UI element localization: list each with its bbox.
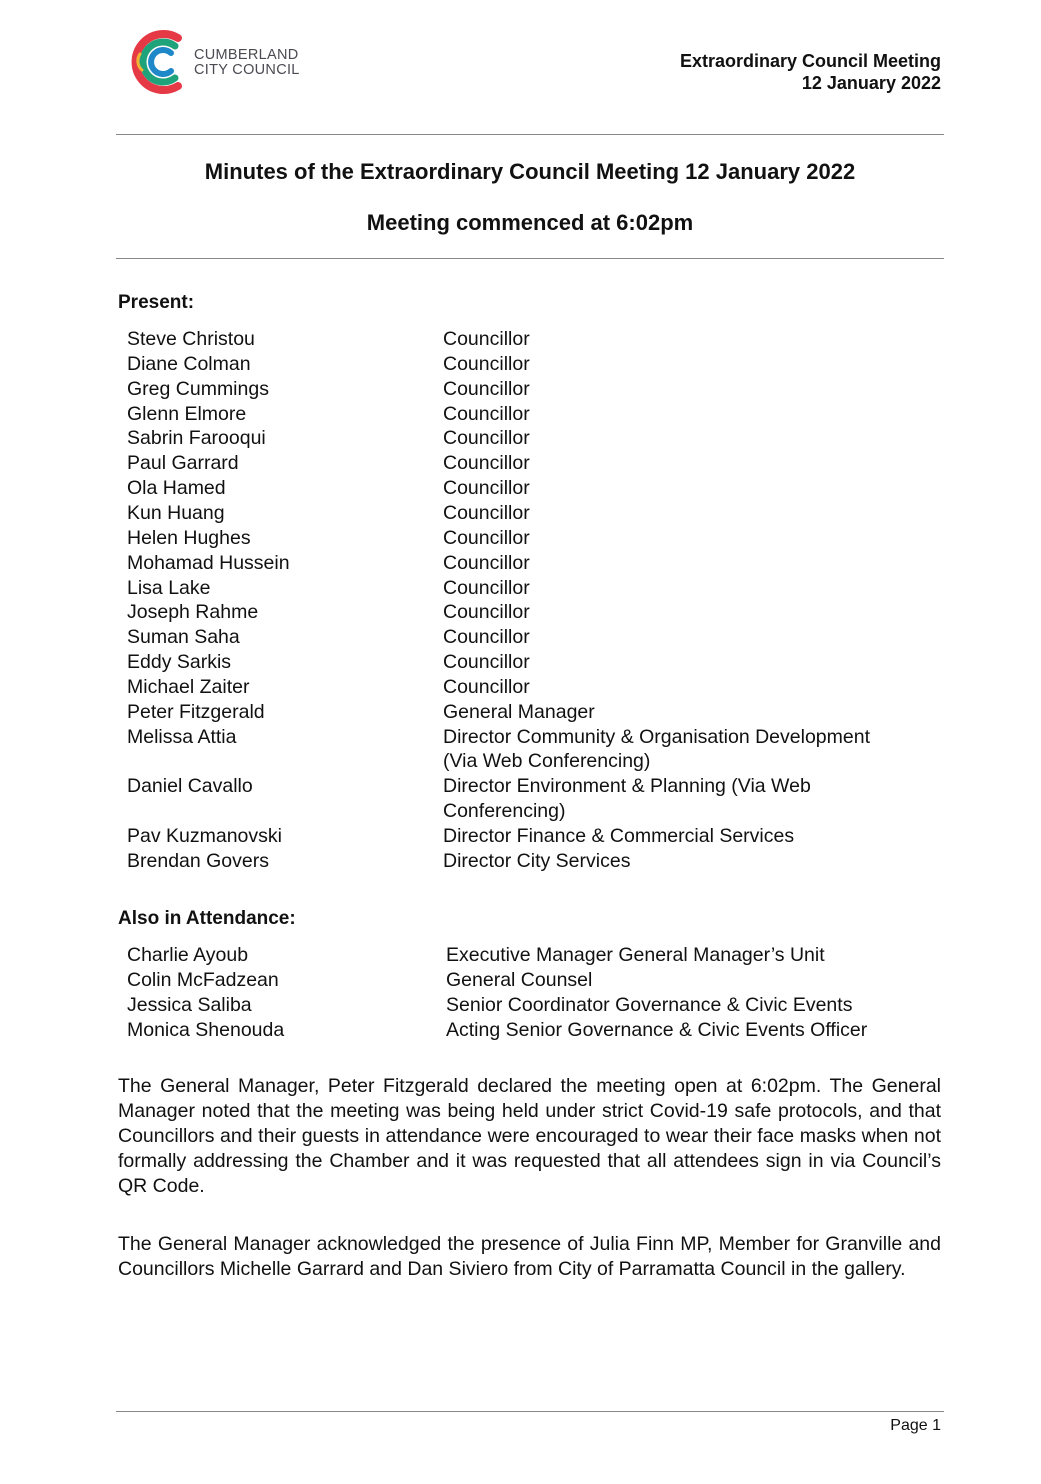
present-role: Conferencing) (443, 800, 566, 823)
present-role: Councillor (443, 551, 530, 574)
attendance-heading: Also in Attendance: (118, 908, 296, 929)
logo-line-2: CITY COUNCIL (194, 62, 300, 78)
present-name: Melissa Attia (127, 725, 237, 748)
present-role: Director City Services (443, 849, 631, 872)
present-role: Councillor (443, 402, 530, 425)
present-name: Eddy Sarkis (127, 651, 232, 674)
header-divider (116, 134, 944, 135)
present-role: General Manager (443, 700, 595, 723)
page-number: Page 1 (890, 1417, 941, 1434)
document-subtitle: Meeting commenced at 6:02pm (366, 210, 694, 235)
present-name: Helen Hughes (127, 526, 251, 549)
attendance-role: Executive Manager General Manager’s Unit (446, 944, 825, 966)
present-role: Councillor (443, 675, 530, 698)
present-role: Councillor (443, 352, 530, 375)
present-name: Greg Cummings (127, 377, 269, 400)
title-divider (116, 258, 944, 259)
present-name: Joseph Rahme (127, 601, 259, 624)
present-name: Brendan Govers (127, 849, 269, 872)
present-role: Councillor (443, 501, 530, 524)
present-name: Pav Kuzmanovski (127, 825, 282, 847)
present-name: Steve Christou (127, 328, 255, 350)
attendance-name: Charlie Ayoub (127, 944, 249, 966)
present-role: Director Finance & Commercial Services (443, 825, 795, 847)
present-role: (Via Web Conferencing) (443, 750, 651, 773)
council-logo (118, 20, 318, 104)
present-role: Director Environment & Planning (Via Web (443, 775, 811, 798)
council-logo-icon (118, 20, 198, 104)
attendance-name: Colin McFadzean (127, 968, 279, 991)
logo-line-1: CUMBERLAND (194, 47, 299, 63)
document-title: Minutes of the Extraordinary Council Meeting 12 January 2022 (204, 159, 856, 184)
present-role: Councillor (443, 651, 530, 674)
present-name: Lisa Lake (127, 576, 211, 599)
present-role: Councillor (443, 377, 530, 400)
attendance-role: General Counsel (446, 968, 593, 991)
attendance-role: Senior Coordinator Governance & Civic Events (446, 993, 853, 1016)
present-role: Councillor (443, 477, 530, 500)
present-name: Michael Zaiter (127, 675, 250, 698)
present-name: Diane Colman (127, 352, 251, 375)
attendance-name: Jessica Saliba (127, 993, 252, 1016)
present-role: Councillor (443, 452, 530, 475)
present-name: Daniel Cavallo (127, 775, 253, 798)
present-name: Peter Fitzgerald (127, 700, 265, 723)
present-name: Glenn Elmore (127, 402, 247, 425)
present-role: Councillor (443, 576, 530, 599)
present-name: Suman Saha (127, 626, 240, 649)
present-name: Mohamad Hussein (127, 551, 290, 574)
footer-divider (116, 1411, 944, 1412)
present-role: Councillor (443, 526, 530, 549)
present-name: Kun Huang (127, 501, 225, 524)
paragraph-acknowledgement: The General Manager acknowledged the presence of Julia Finn MP, Member for Granville and Councillors Michelle Garrard and Dan Siviero from City of Parramatta Council in the gallery. (118, 1233, 941, 1280)
present-role: Councillor (443, 601, 530, 624)
present-role: Councillor (443, 328, 530, 350)
attendance-role: Acting Senior Governance & Civic Events Officer (446, 1018, 868, 1041)
present-role: Councillor (443, 626, 530, 649)
present-name: Ola Hamed (127, 477, 226, 500)
header-meeting-date: 12 January 2022 (801, 73, 941, 93)
header-meeting-title: Extraordinary Council Meeting (679, 51, 941, 71)
present-role: Director Community & Organisation Development (443, 725, 871, 748)
present-role: Councillor (443, 427, 530, 450)
present-heading: Present: (118, 292, 195, 313)
present-name: Paul Garrard (127, 452, 239, 475)
attendance-name: Monica Shenouda (127, 1018, 285, 1041)
present-name: Sabrin Farooqui (127, 427, 266, 450)
paragraph-opening: The General Manager, Peter Fitzgerald declared the meeting open at 6:02pm. The General Manager noted that the meeting was being held under strict Covid-19 safe protocols, and that Councillors and their guests in attendance were encouraged to wear their face masks when not formally addressing the Chamber and it was requested that all attendees sign in via Council’s QR Code. (118, 1075, 941, 1197)
